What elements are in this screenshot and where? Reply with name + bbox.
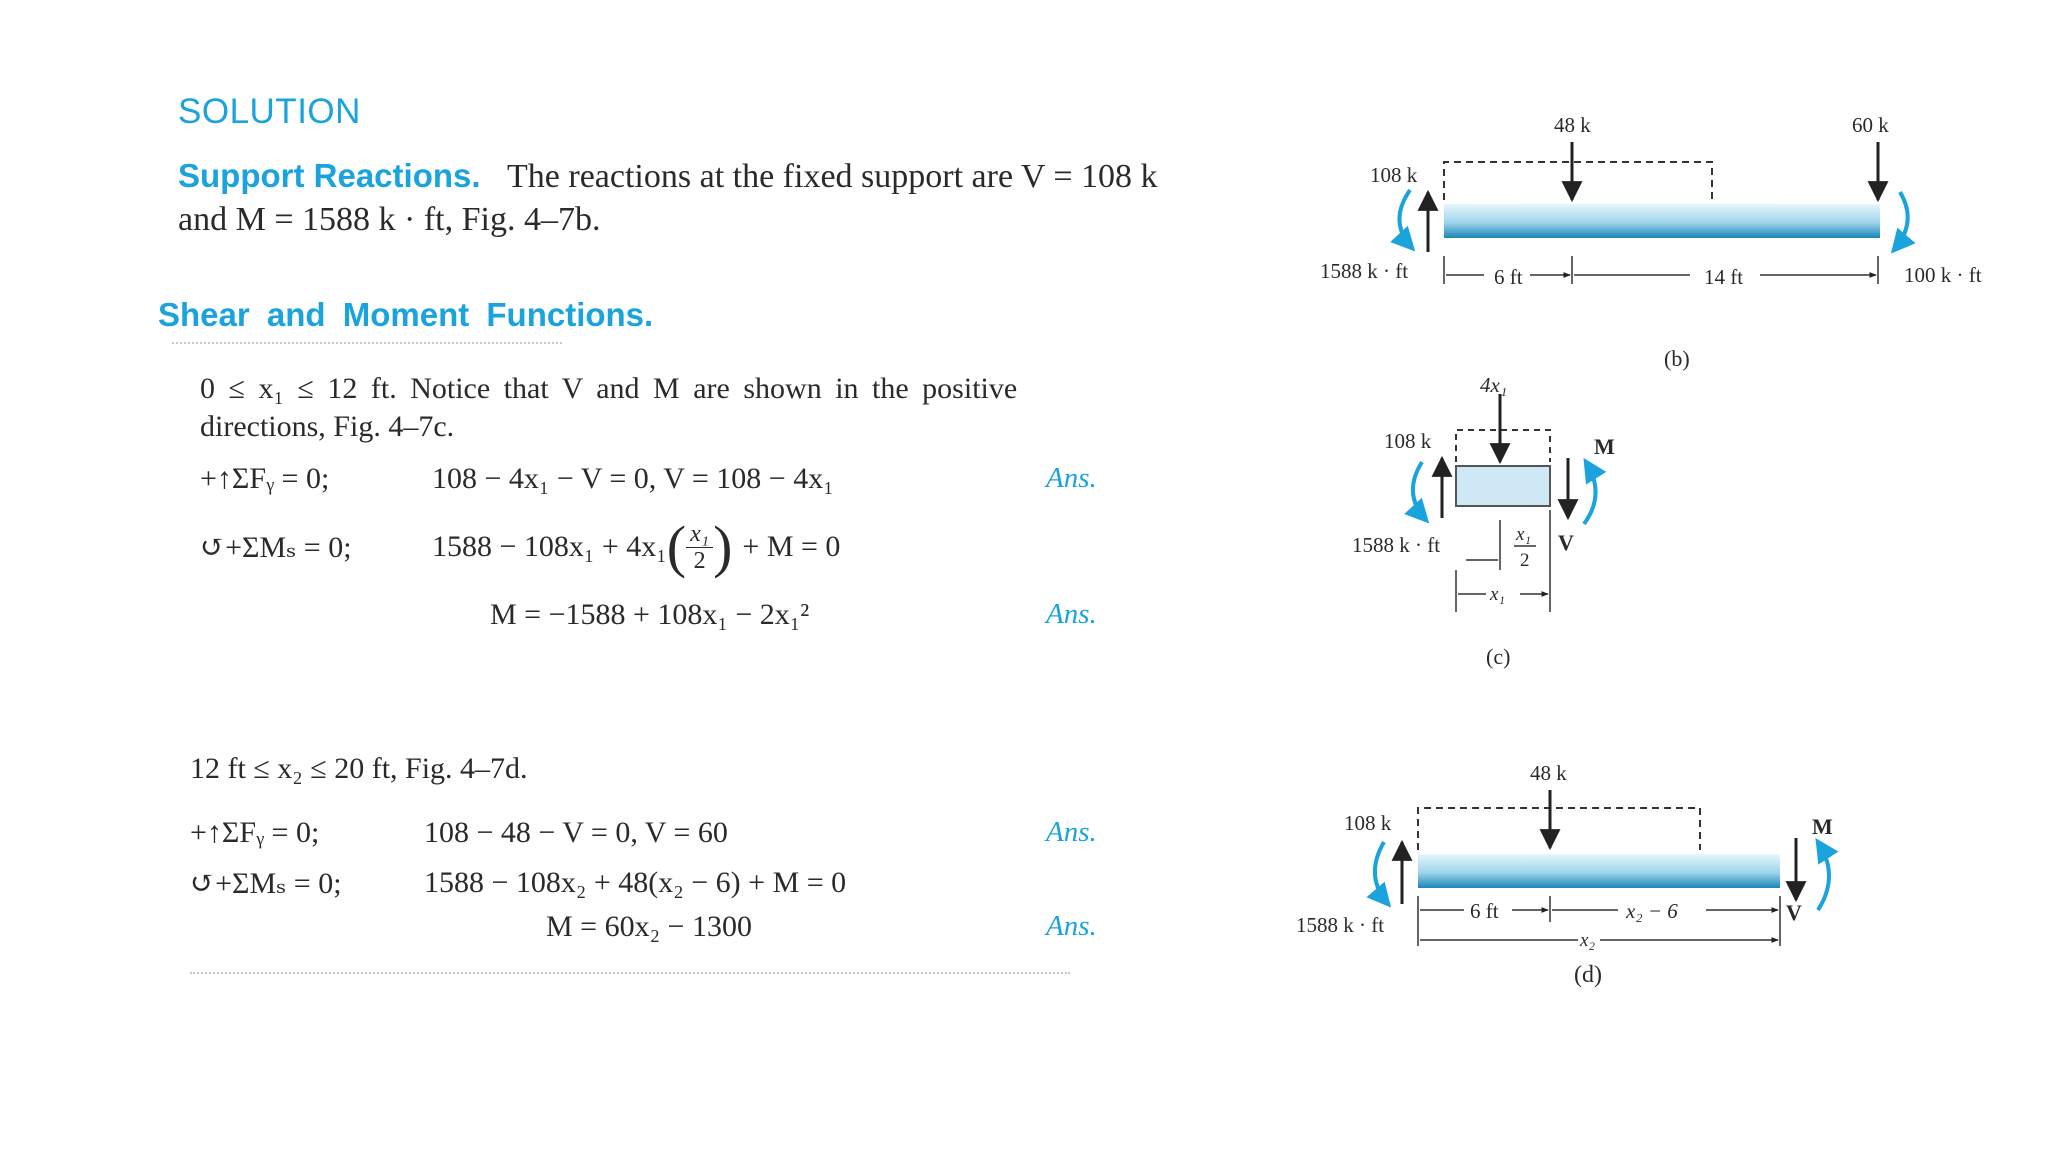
label-108k-d: 108 k (1344, 811, 1392, 835)
region1-eq2-part-a: 1588 − 108x₁ + 4x₁ (432, 530, 667, 563)
moment-arrow-left-b (1399, 190, 1412, 248)
label-x2-d: x₂ (1580, 930, 1596, 951)
paren-open: ( (666, 514, 687, 579)
region1-eq2-part-b: + M = 0 (742, 530, 841, 563)
moment-arrow-right-d (1818, 842, 1829, 910)
moment-arrow-left-d (1375, 842, 1388, 904)
region1-eq2-label: ↺+ΣMₛ = 0; (200, 531, 352, 564)
label-moment-left-c: 1588 k · ft (1352, 533, 1441, 557)
label-half-den-c: 2 (1520, 550, 1530, 571)
figure-b (1320, 113, 1982, 371)
beam-d (1418, 854, 1780, 888)
label-moment-right-b: 100 k · ft (1904, 263, 1982, 287)
region1-eq1-label: +↑ΣFᵧ = 0; (200, 462, 330, 495)
moment-arrow-left-c (1413, 462, 1426, 520)
label-V-d: V (1786, 900, 1802, 925)
caption-d: (d) (1574, 962, 1602, 988)
support-reactions-line1: The reactions at the fixed support are V = 108 k (507, 158, 1158, 195)
region2-eq1-label: +↑ΣFᵧ = 0; (190, 816, 320, 849)
region1-eq3-ans: Ans. (1046, 598, 1097, 630)
fraction-denominator: 2 (693, 547, 706, 574)
support-reactions-heading: Support Reactions. (178, 157, 481, 194)
label-M-c: M (1594, 434, 1615, 459)
solution-heading: SOLUTION (178, 92, 361, 131)
beam-segment-c (1456, 466, 1550, 506)
label-6ft-b: 6 ft (1494, 265, 1523, 289)
caption-c: (c) (1486, 644, 1511, 669)
label-48k-b: 48 k (1554, 113, 1591, 137)
shear-moment-heading: Shear and Moment Functions. (158, 296, 654, 333)
moment-arrow-right-c (1584, 462, 1596, 524)
paren-close: ) (713, 514, 733, 579)
fraction-numerator: x₁ (686, 521, 713, 548)
region1-intro-line2: directions, Fig. 4–7c. (200, 410, 455, 443)
label-60k-b: 60 k (1852, 113, 1889, 137)
figure-d (1296, 761, 1833, 988)
distributed-load-outline-b (1444, 162, 1712, 200)
label-14ft-b: 14 ft (1704, 265, 1744, 289)
distributed-load-outline-d (1418, 808, 1700, 850)
label-6ft-d: 6 ft (1470, 899, 1499, 923)
label-M-d: M (1812, 814, 1833, 839)
caption-b: (b) (1664, 346, 1690, 371)
beam-b (1444, 204, 1880, 238)
support-reactions-line2: and M = 1588 k · ft, Fig. 4–7b. (178, 201, 601, 238)
label-x2-minus-6-d: x₂ − 6 (1626, 899, 1678, 923)
label-moment-left-d: 1588 k · ft (1296, 913, 1385, 937)
region2-intro: 12 ft ≤ x₂ ≤ 20 ft, Fig. 4–7d. (190, 752, 528, 785)
region2-eq1-body: 108 − 48 − V = 0, V = 60 (424, 816, 728, 849)
distributed-load-outline-c (1456, 430, 1550, 462)
region1-eq1-body: 108 − 4x₁ − V = 0, V = 108 − 4x₁ (432, 462, 834, 495)
label-108k-b: 108 k (1370, 163, 1418, 187)
region2-eq3-body: M = 60x₂ − 1300 (546, 910, 752, 943)
label-moment-left-b: 1588 k · ft (1320, 259, 1409, 283)
region2-eq2-body: 1588 − 108x₂ + 48(x₂ − 6) + M = 0 (424, 866, 847, 899)
region1-eq1-ans: Ans. (1046, 462, 1097, 494)
region1-intro-line1: 0 ≤ x₁ ≤ 12 ft. Notice that V and M are shown in the positive (200, 372, 1018, 405)
label-half-num-c: x₁ (1516, 524, 1532, 545)
region2-eq3-ans: Ans. (1046, 910, 1097, 942)
moment-arrow-right-b (1894, 192, 1908, 250)
label-V-c: V (1558, 530, 1574, 555)
region1-eq3-body: M = −1588 + 108x₁ − 2x₁² (490, 598, 810, 631)
label-load-c: 4x₁ (1480, 373, 1508, 397)
label-48k-d: 48 k (1530, 761, 1567, 785)
region2-eq1-ans: Ans. (1046, 816, 1097, 848)
region2-eq2-label: ↺+ΣMₛ = 0; (190, 867, 342, 900)
figure-c (1352, 373, 1615, 669)
label-dim-c: x₁ (1490, 584, 1506, 605)
label-108k-c: 108 k (1384, 429, 1432, 453)
